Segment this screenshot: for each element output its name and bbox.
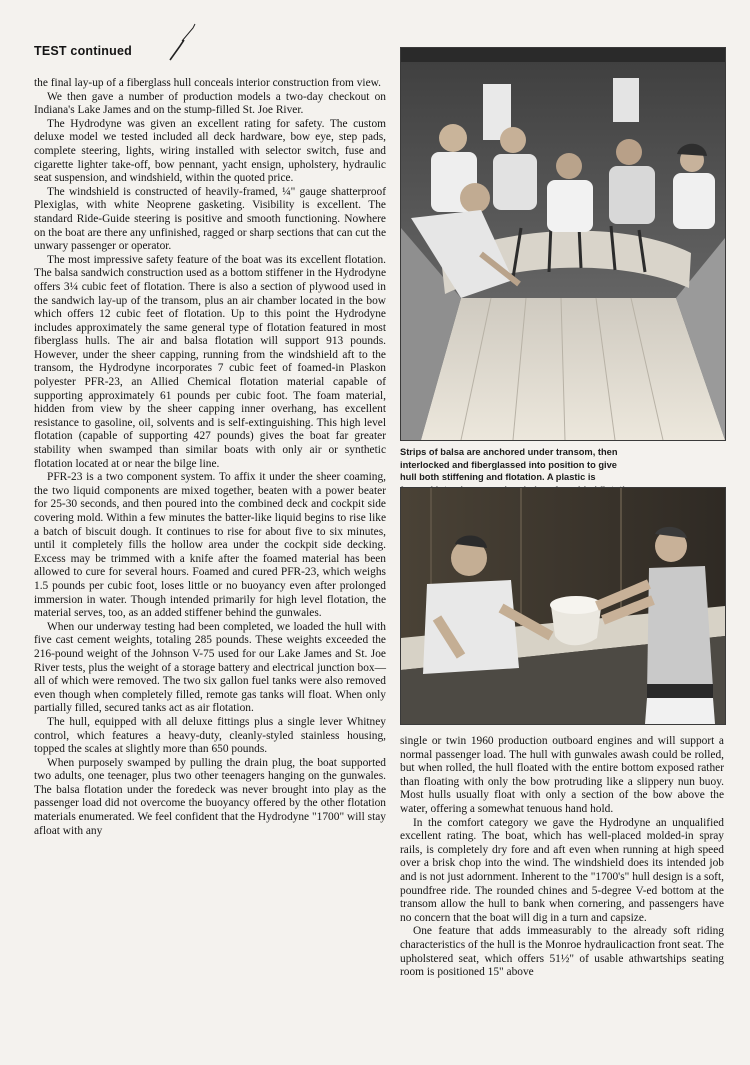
paragraph: In the comfort category we gave the Hydrodyne an unqualified excellent rating. The boat, which has well-placed molded-in spray rails, is completely dry fore and aft even when running at high speed over a brisk chop into the wind. The windshield does its intended job and is not just adornment. Inherent to the "1700's" hull design is a soft, poundfree ride. The rounded chines and 5-degree V-ed bottom at the transom allow the hull to bank when cornering, and passengers have no concern that the boat will dig in a turn and capsize. xyxy=(400,816,724,924)
paragraph: The windshield is constructed of heavily-framed, ¼" gauge shatterproof Plexiglas, with white Neoprene gasketing. Visibility is excellent. The standard Ride-Guide steering is positive and smooth functioning. Nowhere on the boat are there any unfinished, ragged or sharp sections that can cut the unwary passenger or operator. xyxy=(34,185,386,253)
paragraph: The Hydrodyne was given an excellent rating for safety. The custom deluxe model we tested included all deck hardware, bow eye, step pads, complete steering, lights, wiring installed with selector switch, fuse and cigarette lighter take-off, bow pennant, yacht ensign, upholstery, hydraulic seat suspension, and windshield, within the quoted price. xyxy=(34,117,386,185)
photo-hull-mold xyxy=(400,47,726,441)
paragraph: The most impressive safety feature of the boat was its excellent flotation. The balsa sandwich construction used as a bottom stiffener in the Hydrodyne offers 3¼ cubic feet of flotation. There is also a section of plywood used in the sandwich lay-up of the transom, plus an air chamber located in the bow which offers 12 cubic feet of flotation. Up to this point the Hydrodyne includes approximately the same general type of flotation featured in most fiberglass hulls. The air and balsa flotation will support 913 pounds. However, under the sheer capping, running from the windshield aft to the transom, the Hydrodyne incorporates 7 cubic feet of foamed-in Plaskon polyester PFR-23, an Allied Chemical flotation material capable of supporting approximately 61 pounds per cubic foot. The foam material, hidden from view by the sheer capping inner overhang, has excellent resistance to gasoline, oil, solvents and is self-extinguishing. This high level flotation (capable of supporting 427 pounds) gives the boat far greater stability when swamped than similar boats with only air or synthetic flotation located at or near the bilge line. xyxy=(34,253,386,470)
paragraph: When our underway testing had been completed, we loaded the hull with five cast cement weights, totaling 285 pounds. These weights exceeded the 216-pound weight of the Johnson V-75 used for our Lake James and St. Joe River tests, plus the weight of a storage battery and electrical junction box—all of which were removed. The two six gallon fuel tanks were also removed even though when completely filled, remote gas tanks will float. When only partially filled, secured tanks act as air flotation. xyxy=(34,620,386,715)
paragraph: The hull, equipped with all deluxe fittings plus a single lever Whitney control, which features a heavy-duty, cleanly-styled stainless housing, topped the scales at slightly more than 650 pounds. xyxy=(34,715,386,756)
paragraph: One feature that adds immeasurably to the already soft riding characteristics of the hull is the Monroe hydraulicaction front seat. The upholstered seat, which offers 51½" of usable athwartships seating room is positioned 15" above xyxy=(400,925,724,979)
paragraph: When purposely swamped by pulling the drain plug, the boat supported two adults, one teenager, plus two other teenagers hanging on the gunwales. The balsa flotation under the foredeck was never brought into play as the passenger load did not overcome the buoyancy offered by the other flotation materials enumerated. We feel confident that the Hydrodyne "1700" will stay afloat with any xyxy=(34,756,386,837)
pen-doodle-mark xyxy=(168,22,198,62)
paragraph: the final lay-up of a fiberglass hull conceals interior construction from view. xyxy=(34,77,381,89)
caption-line: Strips of balsa are anchored under transom, then xyxy=(400,447,618,457)
paragraph: single or twin 1960 production outboard engines and will support a normal passenger load. The hull with gunwales awash could be rolled, but when rolled, the hull floated with the entire bottom exposed rather than floating with only the bow protruding like a slippery nun buoy. Most hulls usually float with only a section of the bow above the water, offering a somewhat tenuous hand hold. xyxy=(400,735,724,815)
caption-line: hull both stiffening and flotation. A plastic is xyxy=(400,472,596,483)
photo-foam-pouring xyxy=(400,487,726,725)
paragraph: We then gave a number of production models a two-day checkout on Indiana's Lake James and on the stump-filled St. Joe River. xyxy=(34,90,386,117)
section-header: TEST continued xyxy=(34,44,132,58)
caption-line: interlocked and fiberglassed into position to give xyxy=(400,459,617,470)
left-text-column xyxy=(34,77,386,838)
photo-hull-mold-illustration xyxy=(401,48,725,440)
paragraph: PFR-23 is a two component system. To affix it under the sheer coaming, the two liquid components are mixed together, beaten with a power beater for 25-30 seconds, and then poured into the combined deck and cockpit side covering mold. Within a few minutes the batter-like liquid begins to rise like a batch of biscuit dough. It continues to rise for about five to six minutes, until it completely fills the hollow area under the cockpit side decking. Excess may be trimmed with a knife after the foamed material has been allowed to cure for several hours. Foamed and cured PFR-23, which weighs 1.5 pounds per cubic foot, loses little or no buoyancy even after prolonged immersion in water. Though intended primarily for high level flotation, the material serves, too, as an added stiffener behind the gunwales. xyxy=(34,471,386,620)
right-text-column xyxy=(400,735,724,980)
photo-foam-pouring-illustration xyxy=(401,488,725,724)
